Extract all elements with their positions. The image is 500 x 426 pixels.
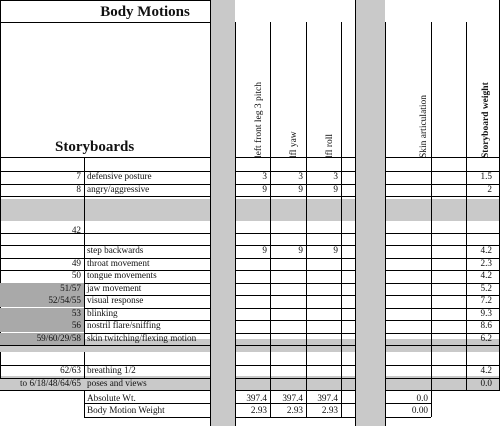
totals-value-v3: 397.4 xyxy=(317,393,338,403)
row-value-v2 xyxy=(270,365,306,377)
row-value-skin xyxy=(385,258,431,270)
row-value-v1 xyxy=(235,320,270,332)
totals-value-v1: 397.4 xyxy=(246,393,267,403)
row-storyboard-id: 51/57 xyxy=(60,283,81,293)
row-value-v1: 9 xyxy=(262,245,267,255)
row-storyboard-id: to 6/18/48/64/65 xyxy=(20,378,81,388)
grid-hline xyxy=(235,345,355,346)
row-label: visual response xyxy=(87,295,144,305)
row-label: jaw movement xyxy=(87,283,142,293)
row-value-v3 xyxy=(306,258,341,270)
row-value-v3 xyxy=(306,365,341,377)
row-value-weight: 4.2 xyxy=(480,270,492,280)
row-value-v1 xyxy=(235,378,270,390)
row-label: throat movement xyxy=(87,258,150,268)
row-value-skin xyxy=(385,270,431,282)
row-storyboard-id: 52/54/55 xyxy=(48,295,81,305)
row-value-skin xyxy=(385,378,431,390)
row-value-skin xyxy=(385,295,431,307)
row-storyboard-id: 56 xyxy=(71,320,81,330)
row-label: tongue movements xyxy=(87,270,157,280)
row-storyboard-id: 59/60/29/58 xyxy=(36,333,81,343)
row-value-v3: 9 xyxy=(333,184,338,194)
row-value-v2 xyxy=(270,378,306,390)
row-label: skin twitching/flexing motion xyxy=(87,333,197,343)
grid-hline xyxy=(235,233,355,234)
row-value-weight: 7.2 xyxy=(480,295,492,305)
row-value-v1: 3 xyxy=(262,171,267,181)
row-value-weight: 0.0 xyxy=(480,378,492,388)
grid-hline xyxy=(235,417,355,418)
totals-value-skin: 0.00 xyxy=(411,405,428,415)
row-value-weight: 2.3 xyxy=(480,258,492,268)
row-value-v3: 3 xyxy=(333,171,338,181)
row-storyboard-id: 8 xyxy=(76,184,81,194)
row-storyboard-id: 49 xyxy=(71,258,81,268)
row-value-v2 xyxy=(270,258,306,270)
row-label: nostril flare/sniffing xyxy=(87,320,161,330)
row-value-v2 xyxy=(270,270,306,282)
row-label: poses and views xyxy=(87,378,147,388)
totals-value-v1: 2.93 xyxy=(250,405,267,415)
row-storyboard-id: 62/63 xyxy=(60,365,81,375)
grid-vline xyxy=(341,22,342,417)
row-value-v3 xyxy=(306,270,341,282)
grid-hline xyxy=(235,196,355,197)
row-value-v3 xyxy=(306,308,341,320)
grid-hline xyxy=(385,196,500,197)
row-value-v3 xyxy=(306,283,341,295)
grid-hline xyxy=(0,345,211,346)
grid-hline xyxy=(0,390,211,391)
section-label: Storyboards xyxy=(55,139,135,155)
row-value-skin xyxy=(385,365,431,377)
row-value-v1 xyxy=(235,283,270,295)
separator-band-a xyxy=(0,199,500,221)
row-value-v2: 9 xyxy=(298,245,303,255)
row-value-v1 xyxy=(235,258,270,270)
row-storyboard-id: 53 xyxy=(71,308,81,318)
grid-hline xyxy=(235,390,355,391)
row-storyboard-id: 42 xyxy=(71,225,81,235)
grid-vline xyxy=(270,22,271,417)
row-value-v1: 9 xyxy=(262,184,267,194)
row-value-weight: 4.2 xyxy=(480,365,492,375)
row-value-v1 xyxy=(235,365,270,377)
row-storyboard-id: 50 xyxy=(71,270,81,280)
totals-value-skin: 0.0 xyxy=(416,393,428,403)
row-value-v1 xyxy=(235,295,270,307)
grid-vline xyxy=(306,22,307,417)
row-value-skin xyxy=(385,184,431,196)
row-label: step backwards xyxy=(87,245,144,255)
row-value-v2: 9 xyxy=(298,184,303,194)
totals-label: Absolute Wt. xyxy=(87,393,136,403)
row-value-weight: 6.2 xyxy=(480,333,492,343)
row-value-v1 xyxy=(235,308,270,320)
grid-hline xyxy=(385,390,500,391)
grid-hline xyxy=(385,345,500,346)
grid-hline xyxy=(385,417,431,418)
row-label: angry/aggressive xyxy=(87,184,150,194)
row-value-weight: 1.5 xyxy=(480,171,492,181)
row-value-skin xyxy=(385,333,431,345)
row-value-v3 xyxy=(306,333,341,345)
grid-hline xyxy=(84,417,211,418)
grid-hline xyxy=(0,0,211,1)
row-label: blinking xyxy=(87,308,118,318)
column-header: Storyboard weight xyxy=(481,82,491,158)
grid-vline xyxy=(431,22,432,417)
column-header: Skin articulation xyxy=(419,94,429,158)
grid-hline xyxy=(0,22,211,23)
row-value-v2 xyxy=(270,333,306,345)
totals-value-v2: 397.4 xyxy=(282,393,303,403)
column-header: left front leg 3 pitch xyxy=(254,82,264,158)
grid-hline xyxy=(0,157,211,158)
row-value-v3 xyxy=(306,378,341,390)
row-value-weight: 8.6 xyxy=(480,320,492,330)
row-value-skin xyxy=(385,308,431,320)
row-value-skin xyxy=(385,320,431,332)
column-header: lfl yaw xyxy=(289,131,299,158)
row-value-weight: 2 xyxy=(487,184,492,194)
grid-hline xyxy=(385,233,500,234)
row-value-v2 xyxy=(270,283,306,295)
row-value-v3 xyxy=(306,295,341,307)
row-value-skin xyxy=(385,171,431,183)
row-value-weight: 4.2 xyxy=(480,245,492,255)
row-value-v2 xyxy=(270,320,306,332)
row-value-skin xyxy=(385,283,431,295)
row-value-v3 xyxy=(306,320,341,332)
row-value-v3: 9 xyxy=(333,245,338,255)
grid-vline xyxy=(210,0,211,426)
row-label: breathing 1/2 xyxy=(87,365,136,375)
grid-vline xyxy=(355,0,356,426)
row-value-v2 xyxy=(270,308,306,320)
row-value-weight: 5.2 xyxy=(480,283,492,293)
row-value-v2 xyxy=(270,295,306,307)
row-value-v1 xyxy=(235,270,270,282)
column-header: lfl roll xyxy=(325,133,335,158)
totals-value-v3: 2.93 xyxy=(321,405,338,415)
totals-value-v2: 2.93 xyxy=(286,405,303,415)
row-value-weight: 9.3 xyxy=(480,308,492,318)
row-value-skin xyxy=(385,245,431,257)
totals-label: Body Motion Weight xyxy=(87,405,165,415)
row-value-v2: 3 xyxy=(298,171,303,181)
row-value-v1 xyxy=(235,333,270,345)
row-label: defensive posture xyxy=(87,171,152,181)
grid-hline xyxy=(0,196,211,197)
row-storyboard-id: 7 xyxy=(76,171,81,181)
sheet-title: Body Motions xyxy=(100,4,190,20)
